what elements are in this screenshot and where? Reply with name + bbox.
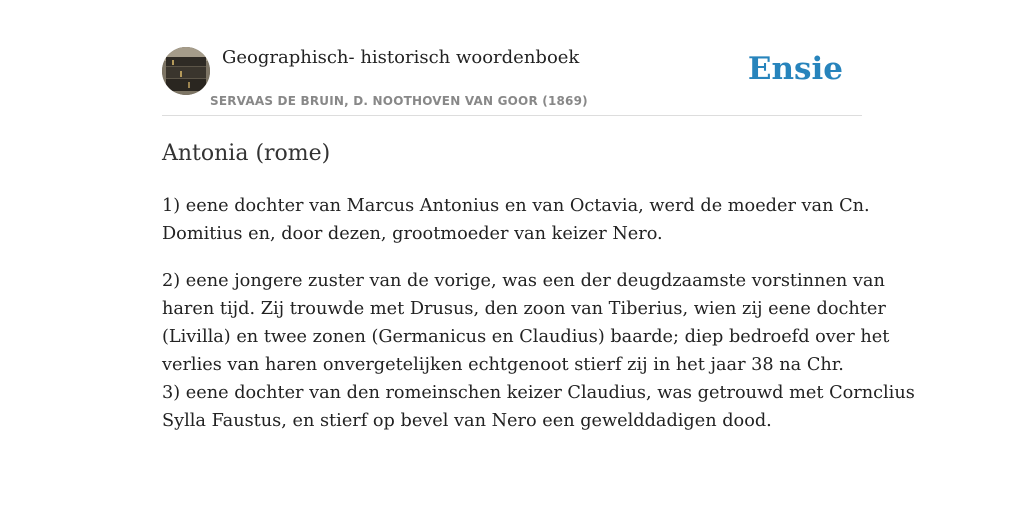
entry-paragraph bbox=[162, 192, 870, 248]
entry-line: verlies van haren onvergetelijken echtgenoot stierf zij in het jaar 38 na Chr. bbox=[162, 355, 844, 375]
page bbox=[162, 0, 915, 512]
entry-line: 1) eene dochter van Marcus Antonius en van Octavia, werd de moeder van Cn. bbox=[162, 196, 870, 216]
entry-line: 3) eene dochter van den romeinschen keizer Claudius, was getrouwd met Cornclius bbox=[162, 383, 915, 403]
entry-title: Antonia (rome) bbox=[162, 141, 331, 166]
book-author-year: SERVAAS DE BRUIN, D. NOOTHOVEN VAN GOOR (1869) bbox=[210, 94, 588, 108]
entry-line: 2) eene jongere zuster van de vorige, was een der deugdzaamste vorstinnen van bbox=[162, 271, 885, 291]
entry-line: Sylla Faustus, en stierf op bevel van Nero een gewelddadigen dood. bbox=[162, 411, 772, 431]
book-title-link[interactable]: Geographisch- historisch woordenboek bbox=[222, 47, 580, 68]
entry-line: (Livilla) en twee zonen (Germanicus en Claudius) baarde; diep bedroefd over het bbox=[162, 327, 890, 347]
entry-paragraph bbox=[162, 267, 915, 435]
header bbox=[162, 0, 862, 116]
entry-body bbox=[162, 192, 915, 454]
book-cover-avatar[interactable] bbox=[162, 47, 210, 95]
entry-line: haren tijd. Zij trouwde met Drusus, den zoon van Tiberius, wien zij eene dochter bbox=[162, 299, 886, 319]
ensie-logo-link[interactable]: Ensie bbox=[747, 51, 843, 87]
book-cover-photo-icon bbox=[162, 47, 210, 95]
entry-line: Domitius en, door dezen, grootmoeder van keizer Nero. bbox=[162, 224, 663, 244]
